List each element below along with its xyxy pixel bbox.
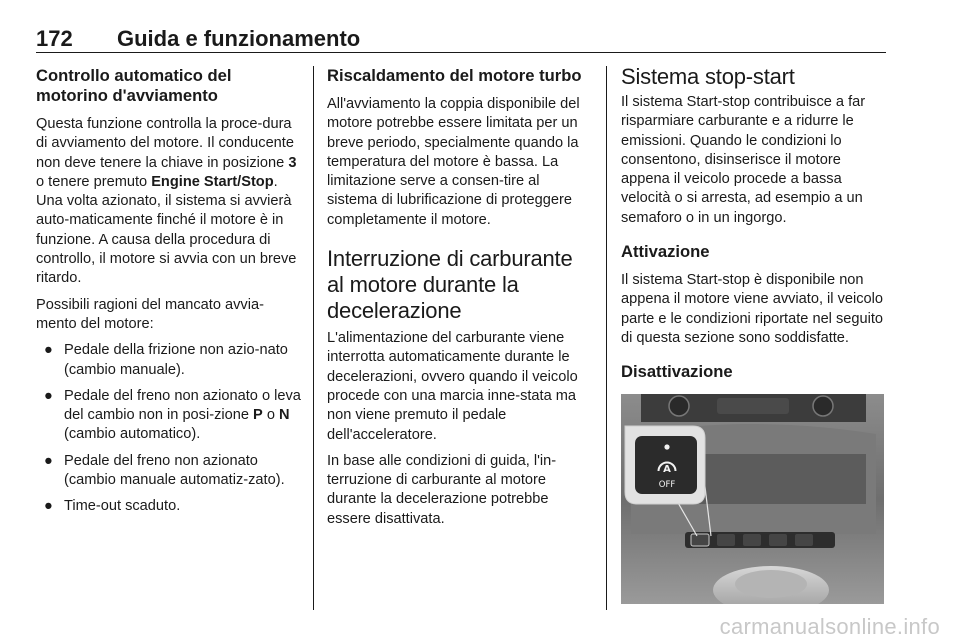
starter-description: Questa funzione controlla la proce-dura di avviamento del motore. Il conducente non deve tenere la chiave in posizione 3 o tenere premuto Engine Start/Stop. Una volta azionato, il sistema si avvierà auto-maticamente finché il motore è in funzione. A causa della procedura di controllo, il motore si avvia con un breve ritardo. (36, 116, 297, 287)
header-rule (36, 52, 886, 53)
failure-reasons-intro: Possibili ragioni del mancato avvia-mento del motore: (36, 296, 264, 332)
bullet-icon: ● (44, 387, 53, 404)
section-heading-fuel-cutoff: Interruzione di carburante al motore durante la decelerazione (327, 246, 573, 324)
list-item: ● Pedale del freno non azionato (cambio manuale automatiz-zato). (44, 452, 285, 489)
svg-text:A: A (663, 464, 671, 475)
bullet-icon: ● (44, 342, 53, 359)
watermark: carmanualsonline.info (719, 614, 940, 639)
bullet-icon: ● (44, 452, 53, 469)
section-heading-turbo-warmup: Riscaldamento del motore turbo (327, 66, 582, 85)
section-heading-starter-control: Controllo automatico del motorino d'avviamento (36, 66, 232, 105)
column-1 (36, 64, 304, 525)
column-2 (327, 64, 589, 536)
column-divider-1 (313, 66, 314, 610)
bullet-icon: ● (44, 498, 53, 515)
stop-start-text: Il sistema Start-stop contribuisce a far risparmiare carburante e a ridurre le emissioni. Quando le condizioni lo consentono, disinserisce il motore appena il veicolo procede a bassa velocità o si arresta, ad esempio a un semaforo o in un ingorgo. (621, 94, 866, 226)
section-heading-stop-start: Sistema stop-start (621, 64, 795, 89)
engine-start-stop-label: Engine Start/Stop (151, 173, 274, 190)
page-number: 172 (36, 26, 73, 51)
center-console-image (621, 394, 884, 604)
list-item: ● Pedale del freno non azionato o leva del cambio non in posi-zione P o N (cambio automatico). (44, 387, 301, 443)
section-heading-activation: Attivazione (621, 242, 710, 262)
column-3 (621, 64, 889, 391)
list-item: ● Time-out scaduto. (36, 497, 304, 516)
list-item: ● Pedale della frizione non azio-nato (cambio manuale). (44, 342, 288, 378)
fuel-cutoff-note: In base alle condizioni di guida, l'in-terruzione di carburante al motore durante la decelerazione potrebbe essere disattivata. (327, 452, 557, 527)
column-divider-2 (606, 66, 607, 610)
fuel-cutoff-text: L'alimentazione del carburante viene interrotta automaticamente durante le decelerazioni, ovvero quando il veicolo procede con una marcia inne-stata ma non viene premuto il pedale dell'acceleratore. (327, 330, 578, 443)
page-header-title: Guida e funzionamento (117, 26, 361, 51)
failure-reasons-list (36, 341, 304, 516)
turbo-warmup-text: All'avviamento la coppia disponibile del motore potrebbe essere limitata per un breve periodo, specialmente quando la temperatura del motore è bassa. La limitazione serve a consen-tire al sistema di lubrificazione di proteggere completamente il motore. (327, 96, 580, 228)
activation-text: Il sistema Start-stop è disponibile non appena il motore viene avviato, il veicolo parte e le condizioni riportate nel seguito di questa sezione sono soddisfatte. (621, 272, 884, 346)
section-heading-deactivation: Disattivazione (621, 362, 733, 382)
off-button-label: OFF (658, 480, 676, 490)
ignition-position: 3 (288, 154, 297, 171)
